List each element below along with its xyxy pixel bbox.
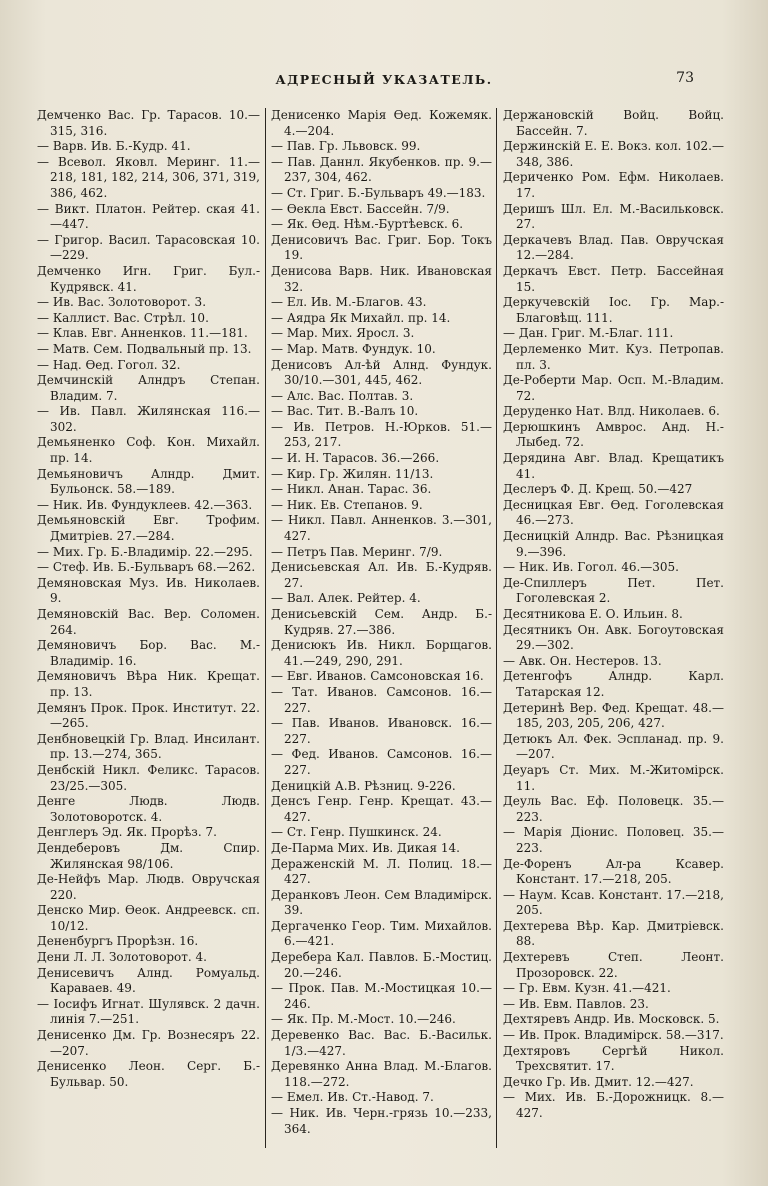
directory-entry: — Кир. Гр. Жилян. 11/13. bbox=[271, 466, 434, 481]
directory-entry: — Прок. Пав. М.-Мостицкая 10.—246. bbox=[271, 981, 492, 1011]
directory-entry: — Всевол. Яковл. Меринг. 11.—218, 181, 182, 214, 306, 371, 319, 386, 462. bbox=[37, 154, 260, 200]
directory-entry: — Григор. Васил. Тарасовская 10.—229. bbox=[37, 232, 260, 263]
directory-entry: — Над. Ѳед. Гогол. 32. bbox=[37, 357, 181, 372]
directory-entry: — Мар. Мих. Яросл. 3. bbox=[271, 326, 415, 341]
directory-entry: Дерюшкинъ Амврос. Анд. Н.-Лыбед. 72. bbox=[503, 419, 724, 450]
directory-entry: — Стеф. Ив. Б.-Бульваръ 68.—262. bbox=[37, 560, 256, 575]
directory-entry: — Ст. Генр. Пушкинск. 24. bbox=[271, 825, 442, 840]
directory-entry: Деуль Вас. Еф. Половецк. 35.—223. bbox=[503, 794, 724, 824]
directory-entry: — Ив. Вас. Золотоворот. 3. bbox=[37, 295, 207, 310]
directory-entry: Деницкій А.В. Рѣзниц. 9-226. bbox=[271, 778, 456, 793]
directory-entry: Денисенко Дм. Гр. Вознесяръ 22.—207. bbox=[37, 1028, 260, 1058]
directory-entry: Де-Спиллеръ Пет. Пет. Гоголевская 2. bbox=[503, 575, 724, 606]
directory-entry: — И. Н. Тарасов. 36.—266. bbox=[271, 451, 440, 466]
directory-entry: Демяновская Муз. Ив. Николаев. 9. bbox=[37, 575, 260, 606]
directory-entry: — Аядра Як Михайл. пр. 14. bbox=[271, 310, 451, 325]
directory-entry: Деуаръ Ст. Мих. М.-Житомірск. 11. bbox=[503, 762, 724, 793]
directory-entry: — Клав. Евг. Анненков. 11.—181. bbox=[37, 326, 248, 341]
directory-entry: — Каллист. Вас. Стрѣл. 10. bbox=[37, 310, 209, 325]
directory-entry: Дехтяревъ Андр. Ив. Московск. 5. bbox=[503, 1012, 720, 1027]
directory-entry: — Никл. Павл. Анненков. 3.—301, 427. bbox=[271, 513, 492, 544]
directory-entry: — Ник. Ев. Степанов. 9. bbox=[271, 497, 423, 512]
directory-entry: Денисевичъ Алнд. Ромуальд. Караваев. 49. bbox=[37, 965, 260, 996]
running-title: АДРЕСНЫЙ УКАЗАТЕЛЬ. bbox=[275, 72, 493, 87]
directory-entry: Детюкъ Ал. Фек. Эспланад. пр. 9.—207. bbox=[503, 731, 724, 762]
directory-entry: Денисенко Марія Ѳед. Кожемяк. 4.—204. bbox=[271, 108, 492, 138]
directory-entry: Дерeвенко Вас. Вас. Б.-Васильк. 1/3.—427. bbox=[271, 1028, 492, 1058]
directory-entry: Десницкая Евг. Ѳед. Гоголевская 46.—273. bbox=[503, 497, 724, 528]
directory-entry: — Мих. Ив. Б.-Дорожницк. 8.—427. bbox=[503, 1090, 724, 1120]
directory-entry: — Вас. Тит. В.-Валъ 10. bbox=[271, 404, 419, 419]
directory-entry: Денбновецкій Гр. Влад. Инсилант. пр. 13.—274, 365. bbox=[37, 731, 260, 762]
directory-entry: Держановскій Войц. Войц. Бассейн. 7. bbox=[503, 108, 724, 138]
directory-entry: — Як. Пр. М.-Мост. 10.—246. bbox=[271, 1012, 456, 1027]
directory-entry: Денисова Варв. Ник. Ивановская 32. bbox=[271, 263, 492, 294]
directory-entry: — Пав. Иванов. Ивановск. 16.—227. bbox=[271, 716, 492, 746]
directory-entry: Дераженскій М. Л. Полиц. 18.—427. bbox=[271, 856, 492, 887]
directory-entry: — Ст. Григ. Б.-Бульваръ 49.—183. bbox=[271, 185, 486, 200]
directory-entry: Десницкій Алндр. Вас. Рѣзницкая 9.—396. bbox=[503, 529, 724, 559]
directory-entry: — Емел. Ив. Ст.-Навод. 7. bbox=[271, 1090, 434, 1105]
directory-entry: Де-Нейфъ Мар. Людв. Овручская 220. bbox=[37, 872, 260, 902]
page-header bbox=[0, 70, 768, 90]
directory-entry: Деркачевъ Влад. Пав. Овручская 12.—284. bbox=[503, 232, 724, 263]
directory-entry: Деслеръ Ф. Д. Крещ. 50.—427 bbox=[503, 482, 693, 497]
directory-entry: Демьяненко Соф. Кон. Михайл. пр. 14. bbox=[37, 435, 260, 466]
directory-entry: Деришъ Шл. Ел. М.-Васильковск. 27. bbox=[503, 201, 724, 232]
directory-entry: Демянъ Прок. Прок. Институт. 22.—265. bbox=[37, 700, 260, 731]
directory-entry: Деребера Кал. Павлов. Б.-Мостиц. 20.—246. bbox=[271, 950, 492, 980]
directory-entry: Денисюкъ Ив. Никл. Борщагов. 41.—249, 290, 291. bbox=[271, 638, 492, 668]
directory-entry: — Мих. Гр. Б.-Владимір. 22.—295. bbox=[37, 544, 253, 559]
directory-entry: Денисьевская Ал. Ив. Б.-Кудряв. 27. bbox=[271, 560, 492, 590]
directory-entry: Денглеръ Эд. Як. Прорѣз. 7. bbox=[37, 825, 217, 840]
directory-entry: Деревянко Анна Влад. М.-Благов. 118.—272. bbox=[271, 1059, 492, 1089]
directory-entry: — Ел. Ив. М.-Благов. 43. bbox=[271, 295, 427, 310]
directory-entry: — Ив. Прок. Владимірск. 58.—317. bbox=[503, 1028, 724, 1043]
directory-entry: Демяновичъ Бор. Вас. М.-Владимір. 16. bbox=[37, 638, 260, 668]
column-1 bbox=[34, 108, 265, 1148]
directory-entry: Деранковъ Леон. Сем Владимірск. 39. bbox=[271, 887, 492, 918]
directory-entry: Десятникъ Он. Авк. Богоутовская 29.—302. bbox=[503, 622, 724, 653]
directory-entry: — Наум. Ксав. Констант. 17.—218, 205. bbox=[503, 887, 724, 918]
directory-entry: — Іосифъ Игнат. Шулявск. 2 дачн. линія 7.—251. bbox=[37, 996, 260, 1027]
directory-entry: Держинскій Е. Е. Вокз. кол. 102.—348, 386. bbox=[503, 139, 724, 169]
directory-entry: — Варв. Ив. Б.-Кудр. 41. bbox=[37, 139, 191, 154]
directory-entry: — Пав. Даннл. Якубенков. пр. 9.—237, 304, 462. bbox=[271, 154, 492, 185]
directory-entry: — Петръ Пав. Меринг. 7/9. bbox=[271, 544, 443, 559]
directory-entry: — Ник. Ив. Фундуклеев. 42.—363. bbox=[37, 497, 253, 512]
directory-entry: Дериченко Ром. Ефм. Николаев. 17. bbox=[503, 170, 724, 200]
directory-entry: Де-Роберти Мар. Осп. М.-Владим. 72. bbox=[503, 373, 724, 403]
directory-entry: Детенгофъ Алндр. Карл. Татарская 12. bbox=[503, 669, 724, 699]
directory-entry: — Ив. Павл. Жилянская 116.—302. bbox=[37, 404, 260, 434]
directory-entry: Де-Парма Мих. Ив. Дикая 14. bbox=[271, 840, 460, 855]
directory-entry: Демьяновскій Евг. Трофим. Дмитріев. 27.—284. bbox=[37, 513, 260, 544]
directory-entry: — Ив. Евм. Павлов. 23. bbox=[503, 996, 649, 1011]
directory-entry: — Гр. Евм. Кузн. 41.—421. bbox=[503, 981, 671, 996]
directory-entry: Дехтерева Вѣр. Кар. Дмитріевск. 88. bbox=[503, 918, 724, 949]
directory-entry: Денбскій Никл. Феликс. Тарасов. 23/25.—305. bbox=[37, 762, 260, 793]
directory-entry: — Тат. Иванов. Самсонов. 16.—227. bbox=[271, 684, 492, 715]
directory-entry: Денисовичъ Вас. Григ. Бор. Токъ 19. bbox=[271, 232, 492, 263]
directory-entry: Дехтеревъ Степ. Леонт. Прозоровск. 22. bbox=[503, 950, 724, 980]
directory-entry: Денско Мир. Ѳеок. Андреевск. сп. 10/12. bbox=[37, 903, 260, 933]
directory-entry: Денисенко Леон. Серг. Б.-Бульвар. 50. bbox=[37, 1059, 260, 1089]
directory-entry: Дергаченко Геор. Тим. Михайлов. 6.—421. bbox=[271, 918, 492, 949]
directory-entry: Денсъ Генр. Генр. Крещат. 43.—427. bbox=[271, 794, 492, 824]
directory-entry: Дечко Гр. Ив. Дмит. 12.—427. bbox=[503, 1074, 694, 1089]
column-2 bbox=[265, 108, 496, 1148]
directory-entry: Дерлеменко Мит. Куз. Петропав. пл. 3. bbox=[503, 341, 724, 372]
directory-entry: — Алс. Вас. Полтав. 3. bbox=[271, 388, 414, 403]
directory-entry: — Викт. Платон. Рейтер. ская 41.—447. bbox=[37, 201, 260, 232]
directory-entry: Детеринѣ Вер. Фед. Крещат. 48.—185, 203, 205, 206, 427. bbox=[503, 700, 724, 731]
directory-entry: — Вал. Алек. Рейтер. 4. bbox=[271, 591, 421, 606]
directory-entry: — Авк. Он. Нестеров. 13. bbox=[503, 653, 662, 668]
directory-entry: Деркучевскій Іос. Гр. Мар.-Благовѣщ. 111. bbox=[503, 295, 724, 325]
directory-entry: Демченко Игн. Григ. Бул.-Кудрявск. 41. bbox=[37, 263, 260, 294]
directory-entry: — Ѳекла Евст. Бассейн. 7/9. bbox=[271, 201, 450, 216]
directory-entry: — Фед. Иванов. Самсонов. 16.—227. bbox=[271, 747, 492, 777]
directory-entry: — Пав. Гр. Львовск. 99. bbox=[271, 139, 421, 154]
directory-entry: Дехтяровъ Сергѣй Никол. Трехсвятит. 17. bbox=[503, 1043, 724, 1074]
directory-entry: Денисьевскій Сем. Андр. Б.-Кудряв. 27.—386. bbox=[271, 607, 492, 637]
directory-entry: — Як. Ѳед. Нѣм.-Буртѣевск. 6. bbox=[271, 217, 464, 232]
directory-columns bbox=[34, 108, 729, 1148]
page-number: 73 bbox=[676, 70, 694, 86]
directory-entry: Деркачъ Евст. Петр. Бассейная 15. bbox=[503, 263, 724, 294]
directory-entry: Де-Форенъ Ал-ра Ксавер. Констант. 17.—218, 205. bbox=[503, 856, 724, 887]
directory-entry: Деруденко Нат. Влд. Николаев. 6. bbox=[503, 404, 720, 419]
directory-entry: — Ник. Ив. Гогол. 46.—305. bbox=[503, 560, 679, 575]
directory-entry: — Евг. Иванов. Самсоновская 16. bbox=[271, 669, 484, 684]
directory-entry: Демчинскій Алндръ Степан. Владим. 7. bbox=[37, 373, 260, 403]
directory-entry: — Ив. Петров. Н.-Юрков. 51.—253, 217. bbox=[271, 419, 492, 450]
directory-entry: Дененбургъ Прорѣзн. 16. bbox=[37, 934, 199, 949]
directory-entry: — Ник. Ив. Черн.-грязь 10.—233, 364. bbox=[271, 1106, 492, 1136]
directory-entry: Дендеберовъ Дм. Спир. Жилянская 98/106. bbox=[37, 840, 260, 871]
directory-entry: Демяновскій Вас. Вер. Соломен. 264. bbox=[37, 607, 260, 637]
directory-entry: Дерядина Авг. Влад. Крещатикъ 41. bbox=[503, 451, 724, 481]
directory-entry: Демьяновичъ Алндр. Дмит. Бульонск. 58.—189. bbox=[37, 466, 260, 497]
directory-entry: — Матв. Сем. Подвальный пр. 13. bbox=[37, 341, 252, 356]
directory-entry: Демченко Вас. Гр. Тарасов. 10.—315, 316. bbox=[37, 108, 260, 138]
directory-entry: — Никл. Анан. Тарас. 36. bbox=[271, 482, 432, 497]
directory-entry: Демяновичъ Вѣра Ник. Крещат. пр. 13. bbox=[37, 669, 260, 699]
directory-entry: Дени Л. Л. Золотоворот. 4. bbox=[37, 950, 207, 965]
directory-entry: — Марія Діонис. Половец. 35.—223. bbox=[503, 825, 724, 855]
directory-entry: Денисовъ Ал-ѣй Алнд. Фундук. 30/10.—301, 445, 462. bbox=[271, 357, 492, 388]
directory-entry: — Мар. Матв. Фундук. 10. bbox=[271, 341, 436, 356]
column-3 bbox=[496, 108, 727, 1148]
directory-entry: Десятникова Е. О. Ильин. 8. bbox=[503, 607, 683, 621]
directory-entry: — Дан. Григ. М.-Благ. 111. bbox=[503, 326, 674, 341]
directory-entry: Денге Людв. Людв. Золотоворотск. 4. bbox=[37, 794, 260, 824]
